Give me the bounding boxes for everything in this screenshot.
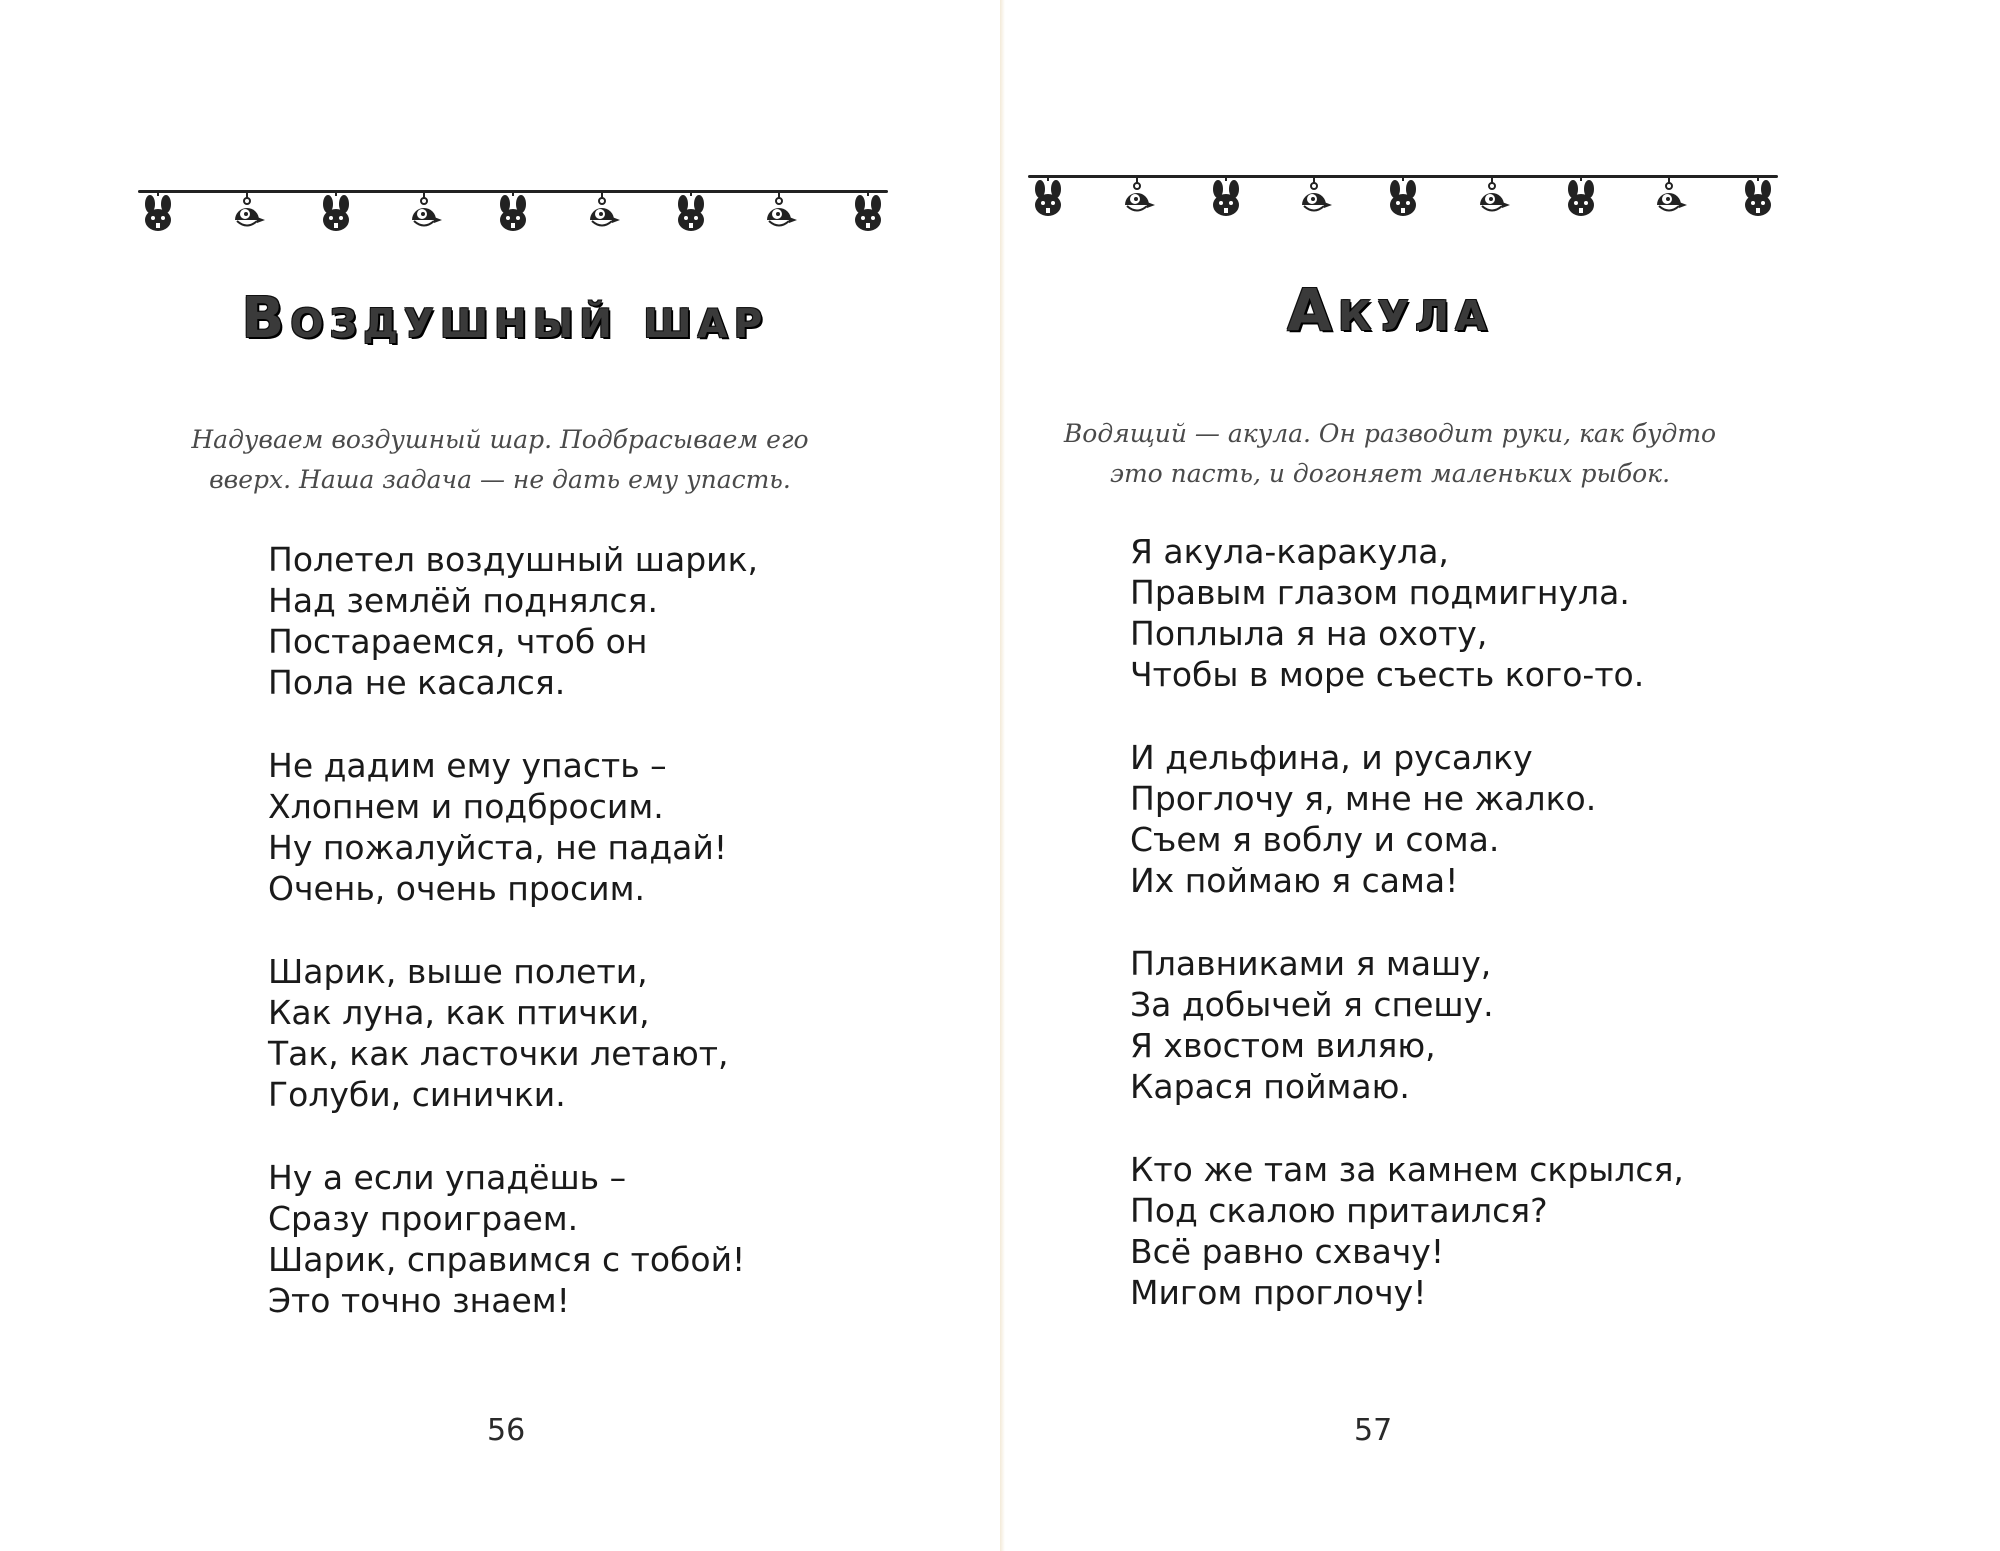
intro-text [120, 420, 880, 500]
poem-line: Хлопнем и подбросим. [268, 787, 664, 826]
bunny-icon [848, 190, 888, 232]
poem-line: Съем я воблу и сома. [1130, 820, 1500, 859]
stanza [1130, 531, 1684, 695]
page-title: Воздушный шар [241, 286, 769, 351]
poem-line: Постараемся, чтоб он [268, 622, 648, 661]
chick-icon [404, 190, 444, 232]
page-title: Акула [1287, 276, 1493, 344]
poem-line: Полетел воздушный шарик, [268, 540, 759, 579]
poem-line: Шарик, выше полети, [268, 952, 648, 991]
poem-line: Я акула-каракула, [1130, 532, 1449, 571]
poem-line: За добычей я спешу. [1130, 985, 1494, 1024]
intro-line: вверх. Наша задача — не дать ему упасть. [209, 465, 791, 494]
bunny-icon [493, 190, 533, 232]
bunny-icon [1383, 175, 1423, 217]
intro-line: Надуваем воздушный шар. Подбрасываем его [191, 425, 809, 454]
chick-icon [1117, 175, 1157, 217]
bunny-icon [1028, 175, 1068, 217]
ornament-garland [1028, 175, 1778, 225]
poem-line: Правым глазом подмигнула. [1130, 573, 1630, 612]
poem-line: Шарик, справимся с тобой! [268, 1240, 746, 1279]
chick-icon [582, 190, 622, 232]
poem-line: Над землёй поднялся. [268, 581, 659, 620]
bunny-icon [138, 190, 178, 232]
poem-line: И дельфина, и русалку [1130, 738, 1533, 777]
poem-line: Сразу проиграем. [268, 1199, 579, 1238]
intro-text [1000, 414, 1780, 494]
page-number: 56 [487, 1413, 526, 1448]
ornament-garland [138, 190, 888, 240]
intro-line: это пасть, и догоняет маленьких рыбок. [1109, 459, 1671, 488]
chick-icon [1294, 175, 1334, 217]
poem [1130, 531, 1684, 1355]
poem-line: Ну пожалуйста, не падай! [268, 828, 728, 867]
stanza [1130, 737, 1684, 901]
poem-line: Проглочу я, мне не жалко. [1130, 779, 1597, 818]
stanza [268, 951, 758, 1115]
poem-line: Так, как ласточки летают, [268, 1034, 729, 1073]
poem-line: Чтобы в море съесть кого-то. [1130, 655, 1645, 694]
stanza [1130, 1149, 1684, 1313]
poem-line: Голуби, синички. [268, 1075, 566, 1114]
chick-icon [1472, 175, 1512, 217]
bunny-icon [316, 190, 356, 232]
poem-line: Я хвостом виляю, [1130, 1026, 1436, 1065]
poem-line: Плавниками я машу, [1130, 944, 1492, 983]
intro-line: Водящий — акула. Он разводит руки, как будто [1063, 419, 1717, 448]
poem-line: Ну а если упадёшь – [268, 1158, 627, 1197]
chick-icon [759, 190, 799, 232]
poem-line: Как луна, как птички, [268, 993, 650, 1032]
poem-line: Поплыла я на охоту, [1130, 614, 1488, 653]
poem-line: Карася поймаю. [1130, 1067, 1410, 1106]
page-edge [1000, 0, 1005, 1551]
poem [268, 539, 758, 1363]
poem-line: Пола не касался. [268, 663, 566, 702]
stanza [268, 539, 758, 703]
poem-line: Мигом проглочу! [1130, 1273, 1427, 1312]
page-number: 57 [1354, 1413, 1393, 1448]
poem-line: Кто же там за камнем скрылся, [1130, 1150, 1684, 1189]
chick-icon [227, 190, 267, 232]
poem-line: Это точно знаем! [268, 1281, 570, 1320]
bunny-icon [1206, 175, 1246, 217]
bunny-icon [671, 190, 711, 232]
stanza [268, 745, 758, 909]
poem-line: Очень, очень просим. [268, 869, 645, 908]
stanza [268, 1157, 758, 1321]
stanza [1130, 943, 1684, 1107]
chick-icon [1649, 175, 1689, 217]
bunny-icon [1561, 175, 1601, 217]
poem-line: Под скалою притаился? [1130, 1191, 1548, 1230]
poem-line: Их поймаю я сама! [1130, 861, 1459, 900]
poem-line: Не дадим ему упасть – [268, 746, 667, 785]
bunny-icon [1738, 175, 1778, 217]
right-page [1000, 0, 2000, 1551]
poem-line: Всё равно схвачу! [1130, 1232, 1445, 1271]
